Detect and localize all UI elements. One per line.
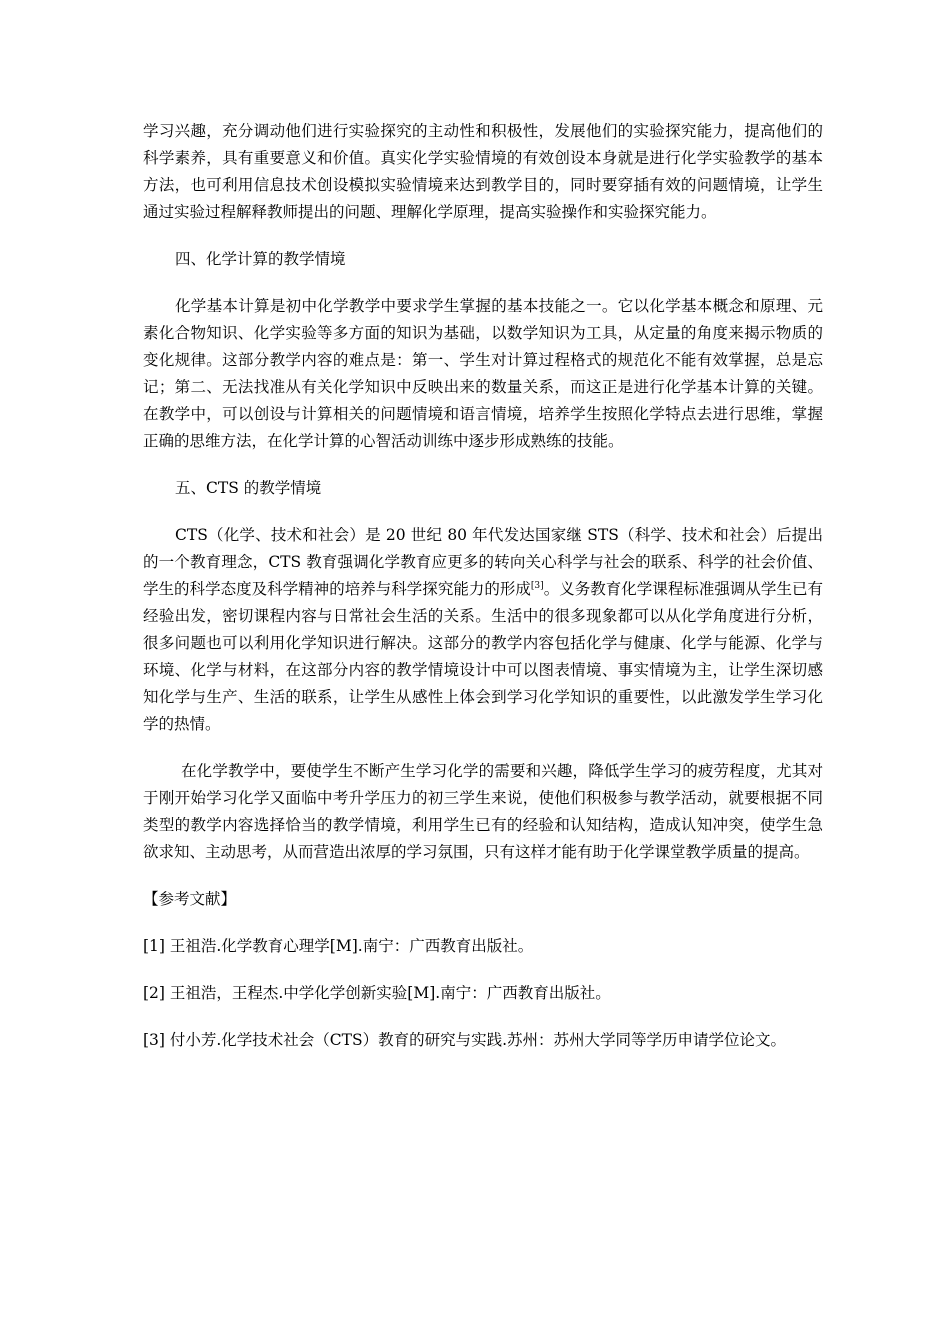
references-title: 【参考文献】 xyxy=(143,890,237,908)
paragraph-experiment-continuation: 学习兴趣，充分调动他们进行实验探究的主动性和积极性，发展他们的实验探究能力，提高他们的科学素养，具有重要意义和价值。真实化学实验情境的有效创设本身就是进行化学实验教学的基本方法，也可利用信息技术创设模拟实验情境来达到教学目的，同时要穿插有效的问题情境，让学生通过实验过程解释教师提出的问题、理解化学原理，提高实验操作和实验探究能力。 xyxy=(143,122,823,221)
paragraph-conclusion: 在化学教学中，要使学生不断产生学习化学的需要和兴趣，降低学生学习的疲劳程度，尤其对于刚开始学习化学又面临中考升学压力的初三学生来说，使他们积极参与教学活动，就要根据不同类型的教学内容选择恰当的教学情境，利用学生已有的经验和认知结构，造成认知冲突，使学生急欲求知、主动思考，从而营造出浓厚的学习氛围，只有这样才能有助于化学课堂教学质量的提高。 xyxy=(143,762,823,861)
paragraph-cts-text-1: CTS（化学、技术和社会）是 20 世纪 80 年代发达国家继 STS（科学、技术和社会）后提出的一个教育理念，CTS 教育强调化学教育应更多的转向关心科学与社会的联系、科学的社会价值、学生的科学态度及科学精神的培养与科学探究能力的形成 xyxy=(143,526,823,598)
paragraph-cts-text-2: 。义务教育化学课程标准强调从学生已有经验出发，密切课程内容与日常社会生活的关系。生活中的很多现象都可以从化学角度进行分析，很多问题也可以利用化学知识进行解决。这部分的教学内容包括化学与健康、化学与能源、化学与环境、化学与材料，在这部分内容的教学情境设计中可以图表情境、事实情境为主，让学生深切感知化学与生产、生活的联系，让学生从感性上体会到学习化学知识的重要性，以此激发学生学习化学的热情。 xyxy=(143,580,823,733)
document-page xyxy=(143,118,823,1074)
reference-item-3: [3] 付小芳.化学技术社会（CTS）教育的研究与实践.苏州：苏州大学同等学历申请学位论文。 xyxy=(143,1031,787,1049)
section-heading-cts: 五、CTS 的教学情境 xyxy=(175,479,322,497)
paragraph-cts xyxy=(143,522,823,738)
section-heading-calculation: 四、化学计算的教学情境 xyxy=(175,250,346,268)
paragraph-calculation: 化学基本计算是初中化学教学中要求学生掌握的基本技能之一。它以化学基本概念和原理、元素化合物知识、化学实验等多方面的知识为基础，以数学知识为工具，从定量的角度来揭示物质的变化规律。这部分教学内容的难点是：第一、学生对计算过程格式的规范化不能有效掌握，总是忘记；第二、无法找准从有关化学知识中反映出来的数量关系，而这正是进行化学基本计算的关键。在教学中，可以创设与计算相关的问题情境和语言情境，培养学生按照化学特点去进行思维，掌握正确的思维方法，在化学计算的心智活动训练中逐步形成熟练的技能。 xyxy=(143,297,823,450)
citation-marker: [3] xyxy=(530,580,544,591)
reference-item-1: [1] 王祖浩.化学教育心理学[M].南宁：广西教育出版社。 xyxy=(143,937,534,955)
reference-item-2: [2] 王祖浩，王程杰.中学化学创新实验[M].南宁：广西教育出版社。 xyxy=(143,984,611,1002)
